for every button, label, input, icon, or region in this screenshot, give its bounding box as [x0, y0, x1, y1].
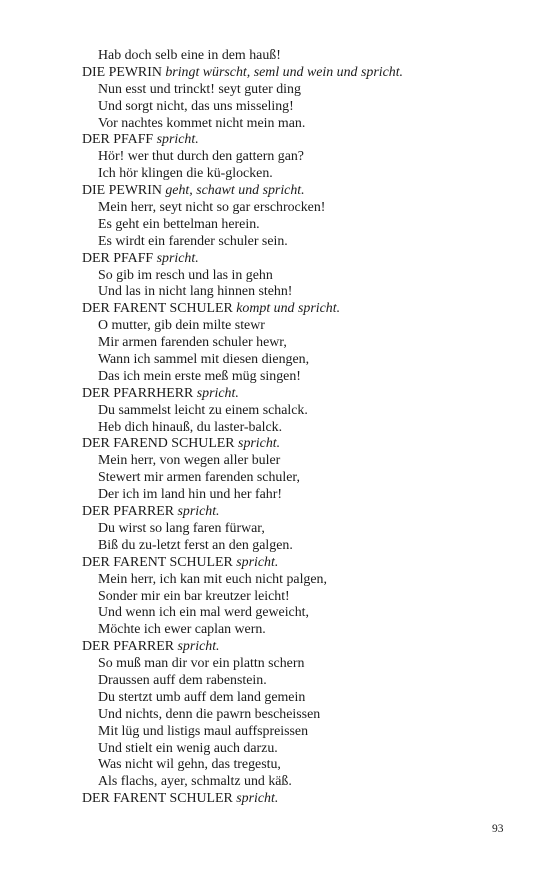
- verse-line: [82, 757, 522, 774]
- stage-direction: spricht.: [196, 385, 239, 401]
- verse-line: [82, 82, 522, 99]
- verse-line: [82, 284, 522, 301]
- verse-text: Das ich mein erste meß müg singen!: [98, 368, 301, 384]
- verse-text: Nun esst und trinckt! seyt guter ding: [98, 81, 301, 97]
- speaker-line: [82, 639, 522, 656]
- speaker-line: [82, 791, 522, 808]
- verse-text: Sonder mir ein bar kreutzer leicht!: [98, 588, 290, 604]
- speaker-name: DER FARENT SCHULER: [82, 301, 233, 317]
- speaker-line: [82, 301, 522, 318]
- speaker-line: [82, 504, 522, 521]
- verse-text: Biß du zu-letzt ferst an den galgen.: [98, 537, 293, 553]
- speaker-line: [82, 65, 522, 82]
- verse-line: [82, 622, 522, 639]
- verse-line: [82, 116, 522, 133]
- verse-text: Heb dich hinauß, du laster-balck.: [98, 419, 283, 435]
- verse-text: Mit lüg und listigs maul auffspreissen: [98, 723, 309, 739]
- verse-line: [82, 470, 522, 487]
- verse-line: [82, 268, 522, 285]
- verse-text: Du wirst so lang faren fürwar,: [98, 520, 265, 536]
- speaker-name: DER PFARRHERR: [82, 385, 194, 401]
- verse-line: [82, 420, 522, 437]
- verse-line: [82, 521, 522, 538]
- verse-text: Mein herr, von wegen aller buler: [98, 453, 281, 469]
- stage-direction: bringt würscht, seml und wein und spricht.: [165, 64, 404, 80]
- stage-direction: spricht.: [177, 639, 220, 655]
- verse-line: [82, 166, 522, 183]
- verse-line: [82, 487, 522, 504]
- verse-text: Es geht ein bettelman herein.: [98, 216, 260, 232]
- speaker-line: [82, 555, 522, 572]
- verse-line: [82, 572, 522, 589]
- verse-text: Mein herr, ich kan mit euch nicht palgen,: [98, 571, 327, 587]
- verse-line: [82, 403, 522, 420]
- speaker-name: DER PFAFF: [82, 132, 154, 148]
- verse-line: [82, 741, 522, 758]
- speaker-line: [82, 386, 522, 403]
- verse-line: [82, 673, 522, 690]
- verse-text: Und wenn ich ein mal werd geweicht,: [98, 605, 309, 621]
- verse-text: Mein herr, seyt nicht so gar erschrocken!: [98, 200, 326, 216]
- verse-text: Vor nachtes kommet nicht mein man.: [98, 115, 306, 131]
- verse-line: [82, 369, 522, 386]
- verse-text: Wann ich sammel mit diesen diengen,: [98, 352, 310, 368]
- stage-direction: spricht.: [238, 436, 281, 452]
- verse-line: [82, 690, 522, 707]
- verse-line: [82, 724, 522, 741]
- speaker-line: [82, 132, 522, 149]
- verse-text: O mutter, gib dein milte stewr: [98, 318, 265, 334]
- verse-text: Und nichts, denn die pawrn bescheissen: [98, 706, 321, 722]
- verse-text: So muß man dir vor ein plattn schern: [98, 656, 305, 672]
- verse-text: Hör! wer thut durch den gattern gan?: [98, 149, 304, 165]
- verse-line: [82, 774, 522, 791]
- verse-text: Du sammelst leicht zu einem schalck.: [98, 402, 308, 418]
- verse-text: Und las in nicht lang hinnen stehn!: [98, 284, 293, 300]
- verse-line: [82, 538, 522, 555]
- verse-text: Möchte ich ewer caplan wern.: [98, 622, 266, 638]
- verse-line: [82, 149, 522, 166]
- verse-text: Als flachs, ayer, schmaltz und käß.: [98, 774, 292, 790]
- speaker-name: DER FAREND SCHULER: [82, 436, 235, 452]
- speaker-name: DER PFARRER: [82, 639, 174, 655]
- verse-line: [82, 589, 522, 606]
- verse-line: [82, 335, 522, 352]
- stage-direction: geht, schawt und spricht.: [165, 183, 305, 199]
- verse-text: Du stertzt umb auff dem land gemein: [98, 689, 306, 705]
- verse-text: Ich hör klingen die kü-glocken.: [98, 166, 273, 182]
- play-text: [82, 48, 522, 808]
- speaker-line: [82, 436, 522, 453]
- verse-line: [82, 707, 522, 724]
- verse-text: Hab doch selb eine in dem hauß!: [98, 48, 281, 63]
- verse-text: Mir armen farenden schuler hewr,: [98, 335, 287, 351]
- stage-direction: spricht.: [156, 250, 199, 266]
- verse-text: Draussen auff dem rabenstein.: [98, 672, 267, 688]
- verse-text: Der ich im land hin und her fahr!: [98, 487, 282, 503]
- stage-direction: spricht.: [236, 791, 279, 807]
- page-number: 93: [492, 823, 504, 835]
- speaker-name: DIE PEWRIN: [82, 183, 162, 199]
- verse-line: [82, 318, 522, 335]
- speaker-name: DER PFARRER: [82, 504, 174, 520]
- speaker-name: DER FARENT SCHULER: [82, 554, 233, 570]
- verse-line: [82, 99, 522, 116]
- speaker-line: [82, 251, 522, 268]
- verse-line: [82, 656, 522, 673]
- verse-line: [82, 48, 522, 65]
- verse-line: [82, 217, 522, 234]
- speaker-name: DIE PEWRIN: [82, 64, 162, 80]
- stage-direction: spricht.: [177, 504, 220, 520]
- verse-line: [82, 605, 522, 622]
- verse-line: [82, 200, 522, 217]
- verse-text: Und sorgt nicht, das uns misseling!: [98, 98, 294, 114]
- verse-text: Es wirdt ein farender schuler sein.: [98, 233, 288, 249]
- verse-text: Stewert mir armen farenden schuler,: [98, 470, 300, 486]
- speaker-name: DER FARENT SCHULER: [82, 791, 233, 807]
- stage-direction: spricht.: [236, 554, 279, 570]
- verse-text: Was nicht wil gehn, das tregestu,: [98, 757, 281, 773]
- speaker-name: DER PFAFF: [82, 250, 154, 266]
- verse-text: So gib im resch und las in gehn: [98, 267, 273, 283]
- verse-line: [82, 234, 522, 251]
- stage-direction: spricht.: [156, 132, 199, 148]
- verse-line: [82, 453, 522, 470]
- verse-text: Und stielt ein wenig auch darzu.: [98, 740, 278, 756]
- verse-line: [82, 352, 522, 369]
- stage-direction: kompt und spricht.: [236, 301, 341, 317]
- speaker-line: [82, 183, 522, 200]
